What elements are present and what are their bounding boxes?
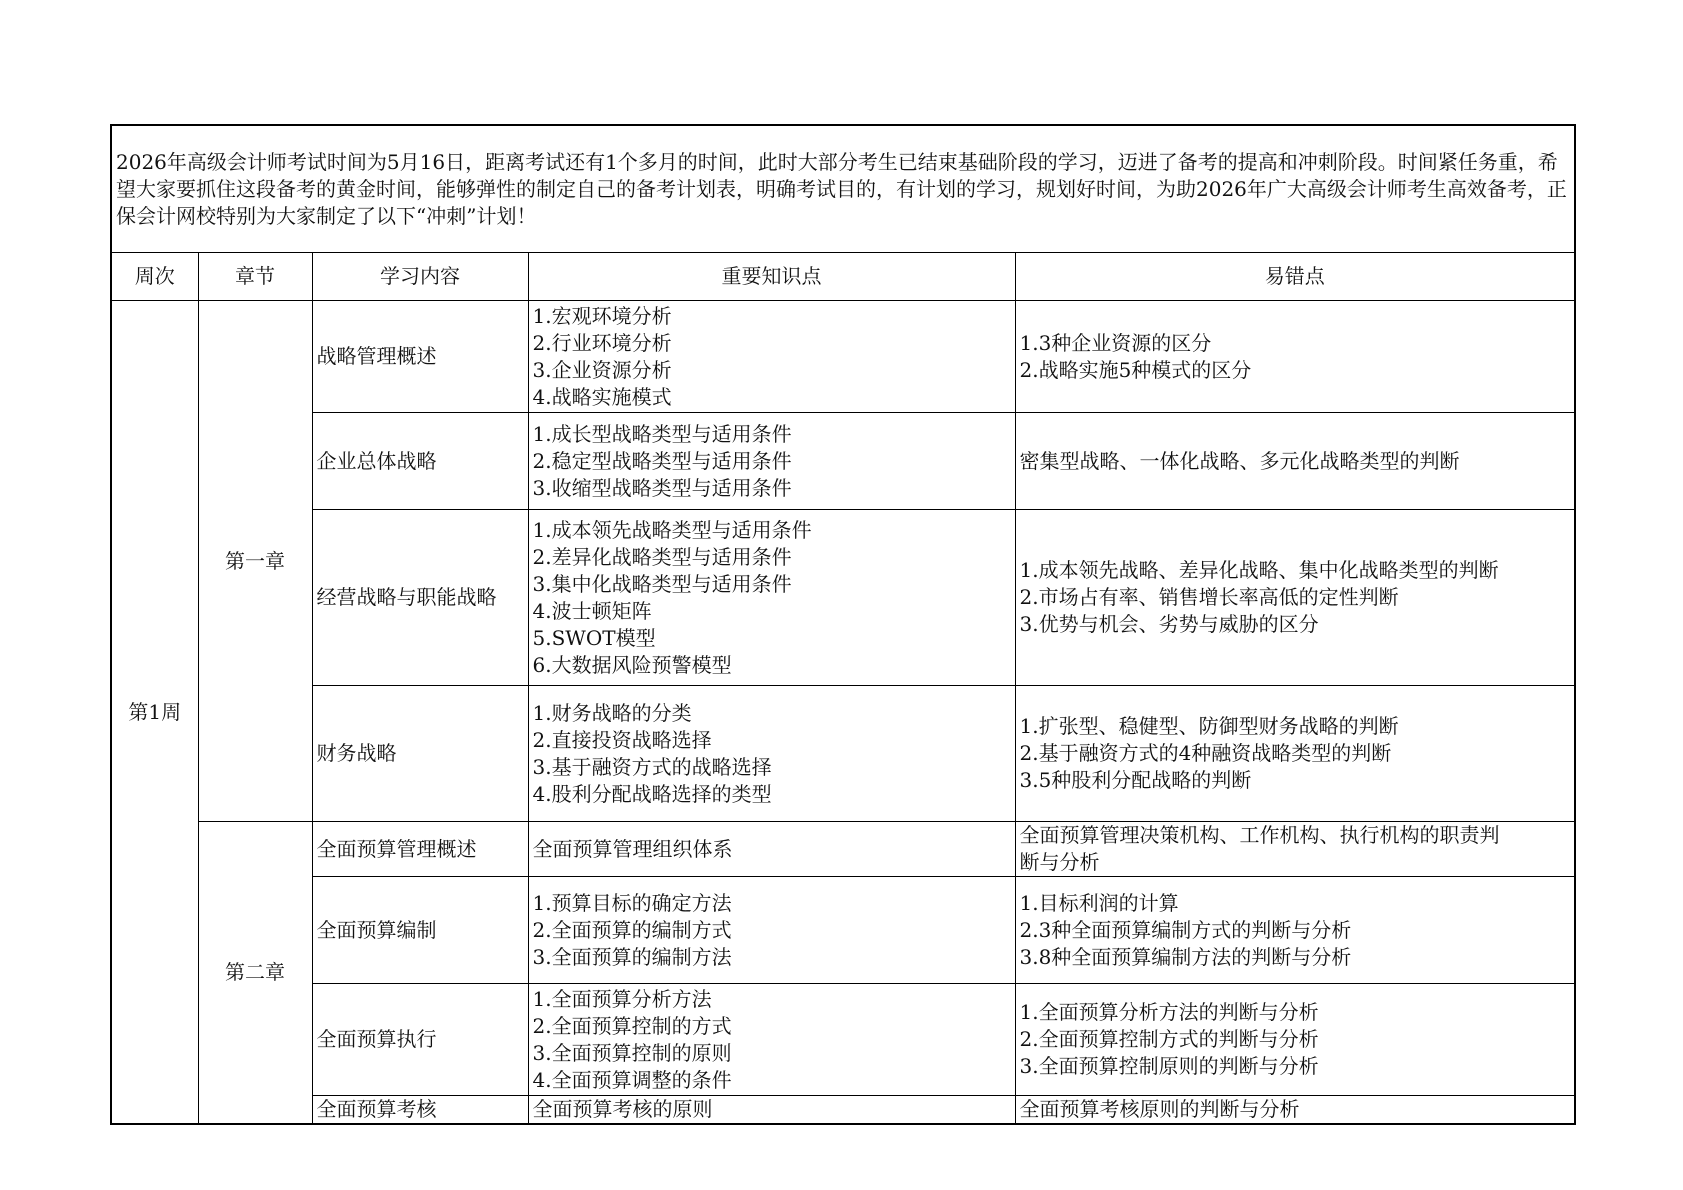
key-point: 1.预算目标的确定方法 (532, 890, 732, 915)
key-point: 4.全面预算调整的条件 (532, 1067, 732, 1092)
header-key-points: 重要知识点 (528, 253, 1015, 301)
study-plan-table (110, 124, 1576, 1125)
content-cell: 战略管理概述 (312, 301, 528, 413)
table-row (111, 413, 1575, 510)
chapter-cell: 第二章 (198, 822, 312, 1125)
pitfall: 1.3种企业资源的区分 (1019, 330, 1212, 355)
key-point: 6.大数据风险预警模型 (532, 652, 732, 677)
key-point: 2.直接投资战略选择 (532, 727, 712, 752)
pitfalls-cell (1015, 822, 1575, 877)
pitfalls-cell (1015, 301, 1575, 413)
key-point: 3.收缩型战略类型与适用条件 (532, 475, 792, 500)
content-cell: 全面预算考核 (312, 1096, 528, 1125)
pitfalls-cell (1015, 984, 1575, 1096)
pitfall: 1.成本领先战略、差异化战略、集中化战略类型的判断 (1019, 558, 1499, 582)
pitfalls-cell (1015, 1096, 1575, 1125)
key-point: 3.企业资源分析 (532, 357, 672, 382)
key-points-cell (528, 413, 1015, 510)
pitfall: 断与分析 (1019, 850, 1100, 874)
content-cell: 全面预算管理概述 (312, 822, 528, 877)
table-row (111, 301, 1575, 413)
key-point: 2.差异化战略类型与适用条件 (532, 544, 792, 569)
pitfall: 1.目标利润的计算 (1019, 890, 1179, 915)
key-points-cell (528, 1096, 1015, 1125)
key-points-cell (528, 822, 1015, 877)
pitfall: 2.全面预算控制方式的判断与分析 (1019, 1027, 1319, 1051)
header-chapter: 章节 (198, 253, 312, 301)
content-cell: 全面预算执行 (312, 984, 528, 1096)
chapter-cell: 第一章 (198, 301, 312, 822)
pitfall: 全面预算考核原则的判断与分析 (1019, 1097, 1300, 1121)
header-content: 学习内容 (312, 253, 528, 301)
pitfalls-cell (1015, 686, 1575, 822)
key-point: 4.股利分配战略选择的类型 (532, 781, 772, 806)
table-row (111, 984, 1575, 1096)
key-point: 2.全面预算的编制方式 (532, 917, 732, 942)
pitfall: 2.市场占有率、销售增长率高低的定性判断 (1019, 585, 1399, 609)
key-point: 1.全面预算分析方法 (532, 986, 712, 1011)
key-point: 3.基于融资方式的战略选择 (532, 754, 772, 779)
key-point: 全面预算考核的原则 (532, 1097, 713, 1121)
key-point: 2.行业环境分析 (532, 330, 672, 355)
pitfall: 全面预算管理决策机构、工作机构、执行机构的职责判 (1019, 823, 1500, 847)
header-pitfalls: 易错点 (1015, 253, 1575, 301)
key-point: 1.财务战略的分类 (532, 700, 692, 725)
table-row (111, 877, 1575, 984)
pitfall: 2.基于融资方式的4种融资战略类型的判断 (1019, 741, 1392, 765)
content-cell: 企业总体战略 (312, 413, 528, 510)
key-point: 4.战略实施模式 (532, 384, 672, 409)
pitfall: 2.战略实施5种模式的区分 (1019, 357, 1252, 382)
content-cell: 经营战略与职能战略 (312, 510, 528, 686)
key-points-cell (528, 510, 1015, 686)
key-point: 3.全面预算的编制方法 (532, 944, 732, 969)
pitfall: 1.全面预算分析方法的判断与分析 (1019, 1000, 1319, 1024)
table-header (111, 253, 1575, 301)
table-row (111, 686, 1575, 822)
pitfall: 3.全面预算控制原则的判断与分析 (1019, 1054, 1319, 1078)
content-cell: 全面预算编制 (312, 877, 528, 984)
key-point: 1.成本领先战略类型与适用条件 (532, 517, 812, 542)
key-point: 1.宏观环境分析 (532, 303, 672, 328)
pitfall: 3.优势与机会、劣势与威胁的区分 (1019, 612, 1319, 636)
key-point: 2.全面预算控制的方式 (532, 1013, 732, 1038)
key-points-cell (528, 686, 1015, 822)
key-points-cell (528, 984, 1015, 1096)
pitfall: 密集型战略、一体化战略、多元化战略类型的判断 (1019, 448, 1460, 473)
key-point: 3.集中化战略类型与适用条件 (532, 571, 792, 596)
key-point: 5.SWOT模型 (532, 625, 656, 650)
header-week: 周次 (111, 253, 198, 301)
content-cell: 财务战略 (312, 686, 528, 822)
pitfalls-cell (1015, 877, 1575, 984)
pitfall: 3.8种全面预算编制方法的判断与分析 (1019, 944, 1352, 969)
pitfalls-cell (1015, 413, 1575, 510)
key-points-cell (528, 301, 1015, 413)
key-point: 2.稳定型战略类型与适用条件 (532, 448, 792, 473)
key-point: 3.全面预算控制的原则 (532, 1040, 732, 1065)
pitfall: 2.3种全面预算编制方式的判断与分析 (1019, 917, 1352, 942)
pitfall: 3.5种股利分配战略的判断 (1019, 768, 1252, 792)
key-point: 4.波士顿矩阵 (532, 598, 652, 623)
pitfall: 1.扩张型、稳健型、防御型财务战略的判断 (1019, 714, 1399, 738)
week-cell: 第1周 (111, 301, 198, 1125)
key-point: 全面预算管理组织体系 (532, 836, 733, 861)
key-points-cell (528, 877, 1015, 984)
table-row (111, 510, 1575, 686)
table-row (111, 822, 1575, 877)
table-row (111, 1096, 1575, 1125)
pitfalls-cell (1015, 510, 1575, 686)
intro-paragraph: 2026年高级会计师考试时间为5月16日，距离考试还有1个多月的时间，此时大部分考生已结束基础阶段的学习，迈进了备考的提高和冲刺阶段。时间紧任务重，希望大家要抓住这段备考的黄金时间，能够弹性的制定自己的备考计划表，明确考试目的，有计划的学习，规划好时间，为助2026年广大高级会计师考生高效备考，正保会计网校特别为大家制定了以下“冲刺”计划！ (111, 125, 1575, 253)
key-point: 1.成长型战略类型与适用条件 (532, 421, 792, 446)
